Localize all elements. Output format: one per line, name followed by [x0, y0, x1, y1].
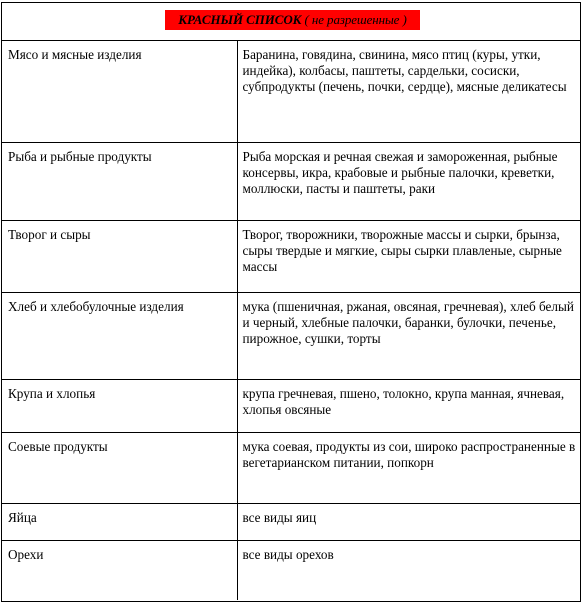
red-list-title	[165, 10, 420, 30]
food-table	[2, 41, 580, 600]
document-table	[1, 2, 581, 602]
items-cell: все виды яиц	[237, 503, 580, 540]
title-main: КРАСНЫЙ СПИСОК	[178, 12, 302, 27]
items-cell: Рыба морская и речная свежая и замороженная, рыбные консервы, икра, крабовые и рыбные палочки, креветки, моллюски, пасты и паштеты, раки	[237, 142, 580, 220]
table-row	[2, 220, 580, 292]
items-cell: крупа гречневая, пшено, толокно, крупа манная, ячневая, хлопья овсяные	[237, 379, 580, 432]
category-cell: Хлеб и хлебобулочные изделия	[2, 292, 237, 379]
category-cell: Орехи	[2, 540, 237, 600]
title-row	[2, 3, 580, 41]
category-cell: Творог и сыры	[2, 220, 237, 292]
table-row	[2, 292, 580, 379]
table-row	[2, 503, 580, 540]
items-cell: все виды орехов	[237, 540, 580, 600]
table-row	[2, 379, 580, 432]
category-cell: Крупа и хлопья	[2, 379, 237, 432]
category-cell: Соевые продукты	[2, 432, 237, 503]
category-cell: Мясо и мясные изделия	[2, 41, 237, 142]
table-row	[2, 432, 580, 503]
category-cell: Яйца	[2, 503, 237, 540]
category-cell: Рыба и рыбные продукты	[2, 142, 237, 220]
table-row	[2, 540, 580, 600]
items-cell: Баранина, говядина, свинина, мясо птиц (куры, утки, индейка), колбасы, паштеты, сардельки, сосиски, субпродукты (печень, почки, сердце), мясные деликатесы	[242, 47, 567, 94]
title-note: ( не разрешенные )	[304, 12, 407, 27]
items-cell: мука соевая, продукты из сои, широко распространенные в вегетарианском питании, попкорн	[237, 432, 580, 503]
items-cell: Творог, творожники, творожные массы и сырки, брынза, сыры твердые и мягкие, сыры сырки плавленые, сырные массы	[237, 220, 580, 292]
table-row	[2, 41, 580, 142]
items-cell: мука (пшеничная, ржаная, овсяная, гречневая), хлеб белый и черный, хлебные палочки, баранки, булочки, печенье, пирожное, сушки, торты	[237, 292, 580, 379]
table-row	[2, 142, 580, 220]
